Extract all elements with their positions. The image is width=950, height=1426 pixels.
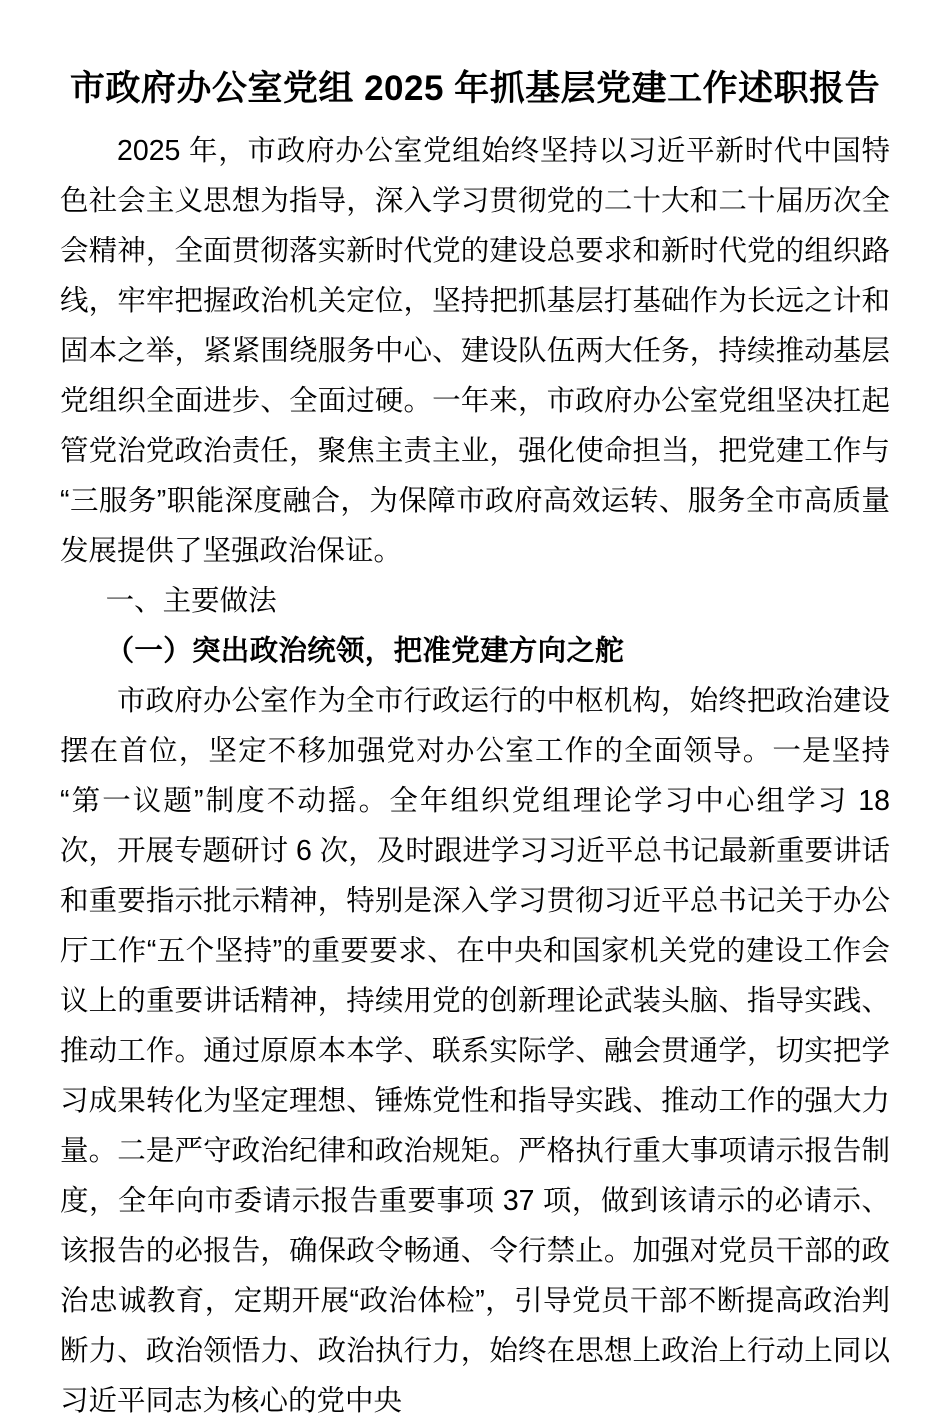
section-heading-one: 一、主要做法 <box>105 585 277 617</box>
body-paragraph-one: 市政府办公室作为全市行政运行的中枢机构，始终把政治建设摆在首位，坚定不移加强党对办公室工作的全面领导。一是坚持“第一议题”制度不动摇。全年组织党组理论学习中心组学习 18 次，开展专题研讨 6 次，及时跟进学习习近平总书记最新重要讲话和重要指示批示精神，特别是深入学习贯彻习近平总书记关于办公厅工作“五个坚持”的重要要求、在中央和国家机关党的建设工作会议上的重要讲话精神，持续用党的创新理论武装头脑、指导实践、推动工作。通过原原本本学、联系实际学、融会贯通学，切实把学习成果转化为坚定理想、锤炼党性和指导实践、推动工作的强大力量。二是严守政治纪律和政治规矩。严格执行重大事项请示报告制度，全年向市委请示报告重要事项 37 项，做到该请示的必请示、该报告的必报告，确保政令畅通、令行禁止。加强对党员干部的政治忠诚教育，定期开展“政治体检”，引导党员干部不断提高政治判断力、政治领悟力、政治执行力，始终在思想上政治上行动上同以习近平同志为核心的党中央 <box>60 685 890 1417</box>
page-title: 市政府办公室党组 2025 年抓基层党建工作述职报告 <box>69 69 881 108</box>
opening-paragraph: 2025 年，市政府办公室党组始终坚持以习近平新时代中国特色社会主义思想为指导，深入学习贯彻党的二十大和二十届历次全会精神，全面贯彻落实新时代党的建设总要求和新时代党的组织路线，牢牢把握政治机关定位，坚持把抓基层打基础作为长远之计和固本之举，紧紧围绕服务中心、建设队伍两大任务，持续推动基层党组织全面进步、全面过硬。一年来，市政府办公室党组坚决扛起管党治党政治责任，聚焦主责主业，强化使命担当，把党建工作与“三服务”职能深度融合，为保障市政府高效运转、服务全市高质量发展提供了坚强政治保证。 <box>60 135 890 567</box>
subsection-heading-one-a: （一）突出政治统领，把准党建方向之舵 <box>105 635 624 667</box>
